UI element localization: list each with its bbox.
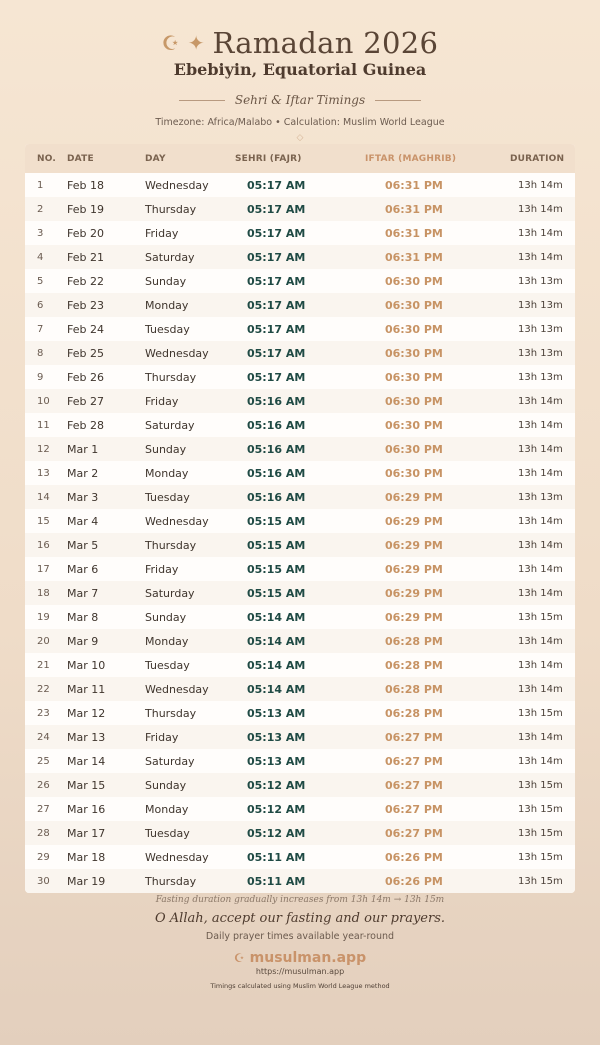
cell-sehri: 05:14 AM <box>247 682 306 696</box>
cell-duration: 13h 13m <box>518 347 563 359</box>
cell-duration: 13h 14m <box>518 587 563 599</box>
table-row <box>25 509 575 533</box>
cell-no: 24 <box>37 731 50 743</box>
cell-day: Saturday <box>145 250 195 264</box>
cell-no: 30 <box>37 875 50 887</box>
cell-iftar: 06:26 PM <box>385 850 443 864</box>
cell-duration: 13h 14m <box>518 683 563 695</box>
cell-sehri: 05:15 AM <box>247 538 306 552</box>
cell-date: Mar 12 <box>67 706 106 720</box>
cell-iftar: 06:27 PM <box>385 802 443 816</box>
cell-sehri: 05:15 AM <box>247 514 306 528</box>
cell-date: Mar 15 <box>67 778 106 792</box>
cell-sehri: 05:12 AM <box>247 826 306 840</box>
cell-date: Feb 19 <box>67 202 104 216</box>
cell-sehri: 05:16 AM <box>247 490 306 504</box>
cell-duration: 13h 14m <box>518 179 563 191</box>
duration-note: Fasting duration gradually increases from 13h 14m → 13h 15m <box>155 895 445 905</box>
table-row <box>25 773 575 797</box>
cell-date: Mar 9 <box>67 634 99 648</box>
table-row <box>25 389 575 413</box>
table-row <box>25 797 575 821</box>
cell-date: Mar 2 <box>67 466 99 480</box>
cell-duration: 13h 14m <box>518 635 563 647</box>
cell-day: Thursday <box>145 706 197 720</box>
table-row <box>25 701 575 725</box>
cell-iftar: 06:30 PM <box>385 322 443 336</box>
crescent-icon: ☪ <box>161 31 180 55</box>
cell-iftar: 06:30 PM <box>385 370 443 384</box>
cell-iftar: 06:27 PM <box>385 826 443 840</box>
cell-sehri: 05:14 AM <box>247 658 306 672</box>
cell-no: 21 <box>37 659 50 671</box>
cell-no: 14 <box>37 491 50 503</box>
table-row <box>25 173 575 197</box>
cell-no: 8 <box>37 347 44 359</box>
col-header-duration: DURATION <box>510 153 565 164</box>
cell-sehri: 05:16 AM <box>247 418 306 432</box>
cell-date: Mar 16 <box>67 802 106 816</box>
cell-no: 15 <box>37 515 50 527</box>
cell-day: Saturday <box>145 418 195 432</box>
cell-iftar: 06:30 PM <box>385 394 443 408</box>
cell-iftar: 06:28 PM <box>385 682 443 696</box>
cell-sehri: 05:16 AM <box>247 442 306 456</box>
cell-duration: 13h 15m <box>518 779 563 791</box>
cell-duration: 13h 14m <box>518 659 563 671</box>
cell-sehri: 05:17 AM <box>247 178 306 192</box>
cell-iftar: 06:29 PM <box>385 490 443 504</box>
table-row <box>25 365 575 389</box>
cell-date: Mar 8 <box>67 610 99 624</box>
cell-day: Monday <box>145 466 189 480</box>
cell-no: 22 <box>37 683 50 695</box>
cell-date: Feb 23 <box>67 298 104 312</box>
cell-date: Feb 28 <box>67 418 104 432</box>
page-title: Ramadan 2026 <box>212 26 439 60</box>
cell-iftar: 06:30 PM <box>385 298 443 312</box>
table-header <box>25 144 575 173</box>
cell-no: 28 <box>37 827 50 839</box>
cell-no: 26 <box>37 779 50 791</box>
table-row <box>25 605 575 629</box>
table-row <box>25 341 575 365</box>
cell-iftar: 06:29 PM <box>385 610 443 624</box>
cell-duration: 13h 15m <box>518 851 563 863</box>
table-row <box>25 269 575 293</box>
cell-iftar: 06:29 PM <box>385 562 443 576</box>
col-header-date: DATE <box>67 153 94 164</box>
cell-sehri: 05:16 AM <box>247 394 306 408</box>
cell-no: 12 <box>37 443 50 455</box>
cell-date: Feb 24 <box>67 322 104 336</box>
cell-no: 2 <box>37 203 44 215</box>
cell-sehri: 05:13 AM <box>247 730 306 744</box>
cell-day: Tuesday <box>145 490 190 504</box>
cell-duration: 13h 14m <box>518 251 563 263</box>
cell-date: Mar 10 <box>67 658 106 672</box>
cell-iftar: 06:31 PM <box>385 178 443 192</box>
crescent-icon: ☪ <box>233 951 245 965</box>
cell-sehri: 05:17 AM <box>247 274 306 288</box>
cell-day: Monday <box>145 802 189 816</box>
cell-no: 11 <box>37 419 50 431</box>
cell-date: Feb 18 <box>67 178 104 192</box>
cell-date: Mar 4 <box>67 514 99 528</box>
cell-day: Monday <box>145 298 189 312</box>
cell-date: Mar 19 <box>67 874 106 888</box>
cell-no: 10 <box>37 395 50 407</box>
cell-day: Friday <box>145 226 179 240</box>
cell-date: Mar 17 <box>67 826 106 840</box>
cell-duration: 13h 14m <box>518 203 563 215</box>
cell-duration: 13h 13m <box>518 371 563 383</box>
table-row <box>25 197 575 221</box>
cell-sehri: 05:17 AM <box>247 202 306 216</box>
table-row <box>25 845 575 869</box>
table-row <box>25 725 575 749</box>
cell-date: Mar 11 <box>67 682 106 696</box>
cell-sehri: 05:14 AM <box>247 634 306 648</box>
cell-date: Mar 13 <box>67 730 106 744</box>
cell-no: 4 <box>37 251 44 263</box>
table-row <box>25 221 575 245</box>
daily-note: Daily prayer times available year-round <box>205 931 395 942</box>
col-header-iftar: IFTAR (MAGHRIB) <box>365 153 457 164</box>
cell-iftar: 06:31 PM <box>385 202 443 216</box>
table-row <box>25 821 575 845</box>
cell-iftar: 06:28 PM <box>385 658 443 672</box>
cell-duration: 13h 14m <box>518 539 563 551</box>
col-header-sehri: SEHRI (FAJR) <box>235 153 302 164</box>
cell-no: 20 <box>37 635 50 647</box>
cell-day: Wednesday <box>145 178 209 192</box>
table-row <box>25 629 575 653</box>
title-line <box>0 24 600 62</box>
cell-duration: 13h 13m <box>518 491 563 503</box>
cell-no: 13 <box>37 467 50 479</box>
cell-day: Sunday <box>145 442 187 456</box>
cell-day: Tuesday <box>145 826 190 840</box>
cell-day: Thursday <box>145 370 197 384</box>
cell-day: Saturday <box>145 754 195 768</box>
cell-no: 19 <box>37 611 50 623</box>
table-row <box>25 293 575 317</box>
cell-day: Friday <box>145 394 179 408</box>
cell-iftar: 06:29 PM <box>385 586 443 600</box>
cell-duration: 13h 13m <box>518 323 563 335</box>
col-header-day: DAY <box>145 153 166 164</box>
cell-no: 3 <box>37 227 44 239</box>
cell-duration: 13h 15m <box>518 827 563 839</box>
cell-sehri: 05:11 AM <box>247 874 306 888</box>
cell-iftar: 06:27 PM <box>385 778 443 792</box>
calculation-note: Timings calculated using Muslim World League method <box>210 982 390 990</box>
table-row <box>25 533 575 557</box>
timings-table <box>25 144 575 893</box>
divider-right <box>375 100 421 101</box>
star-icon: ✦ <box>187 31 205 55</box>
cell-date: Feb 22 <box>67 274 104 288</box>
cell-iftar: 06:28 PM <box>385 634 443 648</box>
cell-duration: 13h 14m <box>518 395 563 407</box>
divider-left <box>179 100 225 101</box>
cell-date: Feb 25 <box>67 346 104 360</box>
cell-sehri: 05:14 AM <box>247 610 306 624</box>
cell-date: Mar 5 <box>67 538 99 552</box>
cell-no: 7 <box>37 323 44 335</box>
table-row <box>25 437 575 461</box>
page-footer <box>0 895 600 990</box>
table-body <box>25 173 575 893</box>
location-subtitle: Ebebiyin, Equatorial Guinea <box>173 60 427 79</box>
cell-date: Mar 14 <box>67 754 106 768</box>
cell-day: Wednesday <box>145 850 209 864</box>
diamond-ornament-icon: ◇ <box>296 133 304 143</box>
cell-iftar: 06:30 PM <box>385 346 443 360</box>
cell-duration: 13h 14m <box>518 467 563 479</box>
cell-iftar: 06:30 PM <box>385 466 443 480</box>
cell-sehri: 05:16 AM <box>247 466 306 480</box>
cell-date: Mar 7 <box>67 586 99 600</box>
cell-sehri: 05:17 AM <box>247 322 306 336</box>
cell-day: Sunday <box>145 274 187 288</box>
cell-iftar: 06:30 PM <box>385 418 443 432</box>
table-row <box>25 461 575 485</box>
cell-duration: 13h 15m <box>518 707 563 719</box>
cell-duration: 13h 14m <box>518 563 563 575</box>
cell-no: 9 <box>37 371 44 383</box>
cell-day: Tuesday <box>145 322 190 336</box>
cell-duration: 13h 14m <box>518 443 563 455</box>
cell-date: Mar 18 <box>67 850 106 864</box>
cell-iftar: 06:27 PM <box>385 754 443 768</box>
cell-duration: 13h 13m <box>518 299 563 311</box>
cell-date: Mar 3 <box>67 490 99 504</box>
cell-day: Monday <box>145 634 189 648</box>
cell-duration: 13h 14m <box>518 227 563 239</box>
brand-url[interactable]: https://musulman.app <box>255 967 345 976</box>
tagline-row <box>0 93 600 107</box>
brand <box>0 950 600 966</box>
cell-day: Thursday <box>145 202 197 216</box>
cell-no: 18 <box>37 587 50 599</box>
cell-no: 5 <box>37 275 44 287</box>
cell-day: Saturday <box>145 586 195 600</box>
cell-iftar: 06:30 PM <box>385 274 443 288</box>
cell-day: Sunday <box>145 778 187 792</box>
cell-sehri: 05:17 AM <box>247 250 306 264</box>
cell-day: Thursday <box>145 538 197 552</box>
cell-date: Feb 26 <box>67 370 104 384</box>
table-row <box>25 245 575 269</box>
cell-date: Feb 20 <box>67 226 104 240</box>
cell-day: Wednesday <box>145 346 209 360</box>
cell-sehri: 05:17 AM <box>247 346 306 360</box>
cell-duration: 13h 14m <box>518 515 563 527</box>
cell-day: Wednesday <box>145 682 209 696</box>
cell-sehri: 05:11 AM <box>247 850 306 864</box>
col-header-no: NO. <box>37 153 57 164</box>
table-row <box>25 581 575 605</box>
cell-sehri: 05:13 AM <box>247 754 306 768</box>
cell-no: 23 <box>37 707 50 719</box>
cell-day: Tuesday <box>145 658 190 672</box>
table-row <box>25 413 575 437</box>
cell-duration: 13h 15m <box>518 803 563 815</box>
cell-day: Wednesday <box>145 514 209 528</box>
cell-no: 25 <box>37 755 50 767</box>
cell-date: Feb 27 <box>67 394 104 408</box>
cell-no: 16 <box>37 539 50 551</box>
cell-no: 17 <box>37 563 50 575</box>
table-row <box>25 317 575 341</box>
table-row <box>25 653 575 677</box>
cell-no: 6 <box>37 299 44 311</box>
cell-date: Mar 6 <box>67 562 99 576</box>
cell-sehri: 05:15 AM <box>247 562 306 576</box>
cell-duration: 13h 14m <box>518 731 563 743</box>
table-row <box>25 677 575 701</box>
cell-iftar: 06:30 PM <box>385 442 443 456</box>
cell-sehri: 05:12 AM <box>247 778 306 792</box>
cell-iftar: 06:29 PM <box>385 514 443 528</box>
cell-iftar: 06:31 PM <box>385 250 443 264</box>
table-row <box>25 869 575 893</box>
cell-iftar: 06:29 PM <box>385 538 443 552</box>
tagline: Sehri & Iftar Timings <box>234 93 366 107</box>
cell-no: 29 <box>37 851 50 863</box>
cell-sehri: 05:17 AM <box>247 298 306 312</box>
prayer-text: O Allah, accept our fasting and our prayers. <box>154 911 446 926</box>
page-header <box>0 0 600 143</box>
cell-duration: 13h 15m <box>518 611 563 623</box>
cell-sehri: 05:17 AM <box>247 226 306 240</box>
cell-day: Friday <box>145 730 179 744</box>
cell-duration: 13h 13m <box>518 275 563 287</box>
cell-iftar: 06:28 PM <box>385 706 443 720</box>
cell-sehri: 05:15 AM <box>247 586 306 600</box>
cell-duration: 13h 14m <box>518 755 563 767</box>
cell-date: Mar 1 <box>67 442 99 456</box>
cell-day: Friday <box>145 562 179 576</box>
cell-duration: 13h 14m <box>518 419 563 431</box>
cell-sehri: 05:13 AM <box>247 706 306 720</box>
cell-sehri: 05:12 AM <box>247 802 306 816</box>
cell-iftar: 06:26 PM <box>385 874 443 888</box>
cell-sehri: 05:17 AM <box>247 370 306 384</box>
cell-day: Sunday <box>145 610 187 624</box>
table-row <box>25 485 575 509</box>
cell-day: Thursday <box>145 874 197 888</box>
table-row <box>25 749 575 773</box>
cell-iftar: 06:31 PM <box>385 226 443 240</box>
table-row <box>25 557 575 581</box>
timezone-meta: Timezone: Africa/Malabo • Calculation: Muslim World League <box>155 117 445 128</box>
cell-no: 1 <box>37 179 44 191</box>
cell-date: Feb 21 <box>67 250 104 264</box>
cell-duration: 13h 15m <box>518 875 563 887</box>
brand-name: musulman.app <box>249 950 367 966</box>
cell-no: 27 <box>37 803 50 815</box>
cell-iftar: 06:27 PM <box>385 730 443 744</box>
